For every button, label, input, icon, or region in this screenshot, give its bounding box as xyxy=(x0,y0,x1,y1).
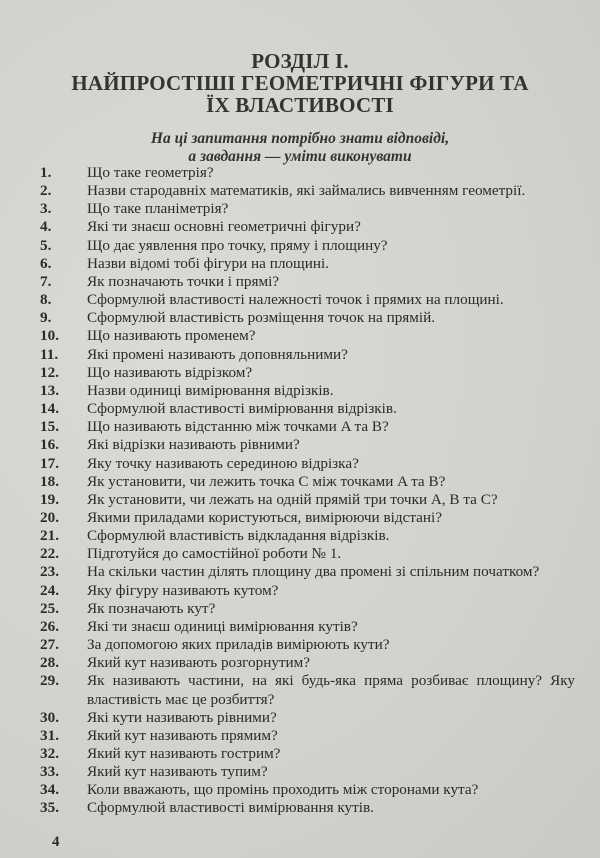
item-number: 10. xyxy=(40,327,59,345)
item-text: За допомогою яких приладів вимірюють кути? xyxy=(87,636,390,654)
item-number: 13. xyxy=(40,381,59,399)
item-number: 16. xyxy=(40,436,59,454)
list-item xyxy=(40,382,575,400)
item-number: 7. xyxy=(40,272,52,290)
item-number: 30. xyxy=(40,708,59,726)
item-number: 6. xyxy=(40,254,52,272)
item-number: 2. xyxy=(40,182,52,200)
item-number: 35. xyxy=(40,799,59,817)
list-item xyxy=(40,654,575,672)
item-text: Які ти знаєш основні геометричні фігури? xyxy=(87,218,361,236)
item-text: Що називають відстанню між точками A та B? xyxy=(87,418,389,436)
list-item xyxy=(40,491,575,509)
item-text: Сформулюй властивість розміщення точок на прямій. xyxy=(87,309,436,327)
item-number: 28. xyxy=(40,654,59,672)
list-item xyxy=(40,400,575,418)
item-text: Якими приладами користуються, вимірюючи відстані? xyxy=(87,508,442,526)
item-text: Як називають частини, на які будь-яка пряма розбиває площину? Яку властивість має це розбиття? xyxy=(87,672,575,708)
item-text: Що таке планіметрія? xyxy=(87,200,229,218)
list-item xyxy=(40,745,575,763)
page-number: 4 xyxy=(52,834,60,850)
item-number: 31. xyxy=(40,726,59,744)
list-item xyxy=(40,563,575,581)
item-text: Які промені називають доповняльними? xyxy=(87,345,348,363)
list-item xyxy=(40,781,575,799)
list-item xyxy=(40,200,575,218)
list-item xyxy=(40,182,575,200)
list-item xyxy=(40,164,575,182)
section-title xyxy=(0,50,600,116)
item-number: 32. xyxy=(40,745,59,762)
item-text: Сформулюй властивості належності точок і прямих на площині. xyxy=(87,291,504,309)
item-number: 34. xyxy=(40,781,59,799)
list-item xyxy=(40,618,575,636)
list-item xyxy=(40,273,575,291)
list-item xyxy=(40,763,575,781)
item-number: 15. xyxy=(40,418,59,436)
item-number: 21. xyxy=(40,527,59,545)
section-subtitle xyxy=(0,130,600,166)
item-number: 33. xyxy=(40,763,59,781)
question-list xyxy=(40,164,575,818)
item-text: Підготуйся до самостійної роботи № 1. xyxy=(87,545,342,563)
list-item xyxy=(40,600,575,618)
list-item xyxy=(40,436,575,454)
item-text: Коли вважають, що промінь проходить між сторонами кута? xyxy=(87,781,479,799)
section-title-line: РОЗДІЛ І. xyxy=(251,49,349,73)
item-text: Які ти знаєш одиниці вимірювання кутів? xyxy=(87,617,358,635)
list-item xyxy=(40,218,575,236)
list-item xyxy=(40,473,575,491)
item-number: 9. xyxy=(40,309,52,327)
item-text: Назви стародавніх математиків, які займались вивченням геометрії. xyxy=(87,182,526,200)
item-text: Що дає уявлення про точку, пряму і площину? xyxy=(87,236,388,254)
item-text: Сформулюй властивості вимірювання відрізків. xyxy=(87,400,397,418)
item-number: 20. xyxy=(40,508,59,526)
item-number: 22. xyxy=(40,545,59,563)
list-item xyxy=(40,237,575,255)
item-text: Які відрізки називають рівними? xyxy=(87,436,300,454)
item-number: 4. xyxy=(40,218,52,236)
item-text: На скільки частин ділять площину два промені зі спільним початком? xyxy=(87,563,540,581)
item-number: 18. xyxy=(40,472,59,490)
list-item xyxy=(40,636,575,654)
item-number: 29. xyxy=(40,672,59,690)
item-text: Як установити, чи лежать на одній прямій три точки A, B та C? xyxy=(87,490,498,508)
item-number: 12. xyxy=(40,363,59,381)
item-text: Що таке геометрія? xyxy=(87,164,214,181)
list-item xyxy=(40,527,575,545)
item-number: 17. xyxy=(40,454,59,472)
list-item xyxy=(40,799,575,817)
item-text: Яку фігуру називають кутом? xyxy=(87,581,279,599)
list-item xyxy=(40,255,575,273)
list-item xyxy=(40,291,575,309)
list-item xyxy=(40,418,575,436)
item-text: Який кут називають тупим? xyxy=(87,763,268,781)
item-text: Сформулюй властивість відкладання відрізків. xyxy=(87,527,390,545)
item-text: Назви відомі тобі фігури на площині. xyxy=(87,254,329,272)
list-item xyxy=(40,545,575,563)
item-text: Що називають відрізком? xyxy=(87,363,253,381)
item-number: 1. xyxy=(40,164,52,181)
item-text: Як позначають точки і прямі? xyxy=(87,272,280,290)
item-text: Назви одиниці вимірювання відрізків. xyxy=(87,381,334,399)
list-item xyxy=(40,455,575,473)
item-number: 11. xyxy=(40,345,59,363)
list-item xyxy=(40,709,575,727)
list-item xyxy=(40,582,575,600)
item-number: 25. xyxy=(40,599,59,617)
subtitle-line: На ці запитання потрібно знати відповіді, xyxy=(150,130,450,147)
list-item xyxy=(40,364,575,382)
list-item xyxy=(40,346,575,364)
item-number: 24. xyxy=(40,581,59,599)
item-text: Який кут називають прямим? xyxy=(87,726,278,744)
list-item xyxy=(40,309,575,327)
list-item xyxy=(40,509,575,527)
section-title-line: ЇХ ВЛАСТИВОСТІ xyxy=(206,93,394,117)
item-text: Як установити, чи лежить точка C між точками A та B? xyxy=(87,472,446,490)
item-text: Який кут називають розгорнутим? xyxy=(87,654,311,672)
item-text: Яку точку називають серединою відрізка? xyxy=(87,454,359,472)
item-number: 8. xyxy=(40,291,52,309)
item-text: Що називають променем? xyxy=(87,327,256,345)
item-number: 5. xyxy=(40,236,52,254)
item-text: Які кути називають рівними? xyxy=(87,708,277,726)
item-number: 19. xyxy=(40,490,59,508)
list-item xyxy=(40,327,575,345)
item-number: 26. xyxy=(40,617,59,635)
item-number: 27. xyxy=(40,636,59,654)
list-item xyxy=(40,672,575,708)
item-text: Як позначають кут? xyxy=(87,599,216,617)
subtitle-line: а завдання — уміти виконувати xyxy=(188,148,412,165)
item-text: Який кут називають гострим? xyxy=(87,745,281,762)
list-item xyxy=(40,727,575,745)
item-number: 3. xyxy=(40,200,52,218)
item-number: 23. xyxy=(40,563,59,581)
section-title-line: НАЙПРОСТІШІ ГЕОМЕТРИЧНІ ФІГУРИ ТА xyxy=(71,71,529,95)
item-text: Сформулюй властивості вимірювання кутів. xyxy=(87,799,374,817)
item-number: 14. xyxy=(40,400,59,418)
